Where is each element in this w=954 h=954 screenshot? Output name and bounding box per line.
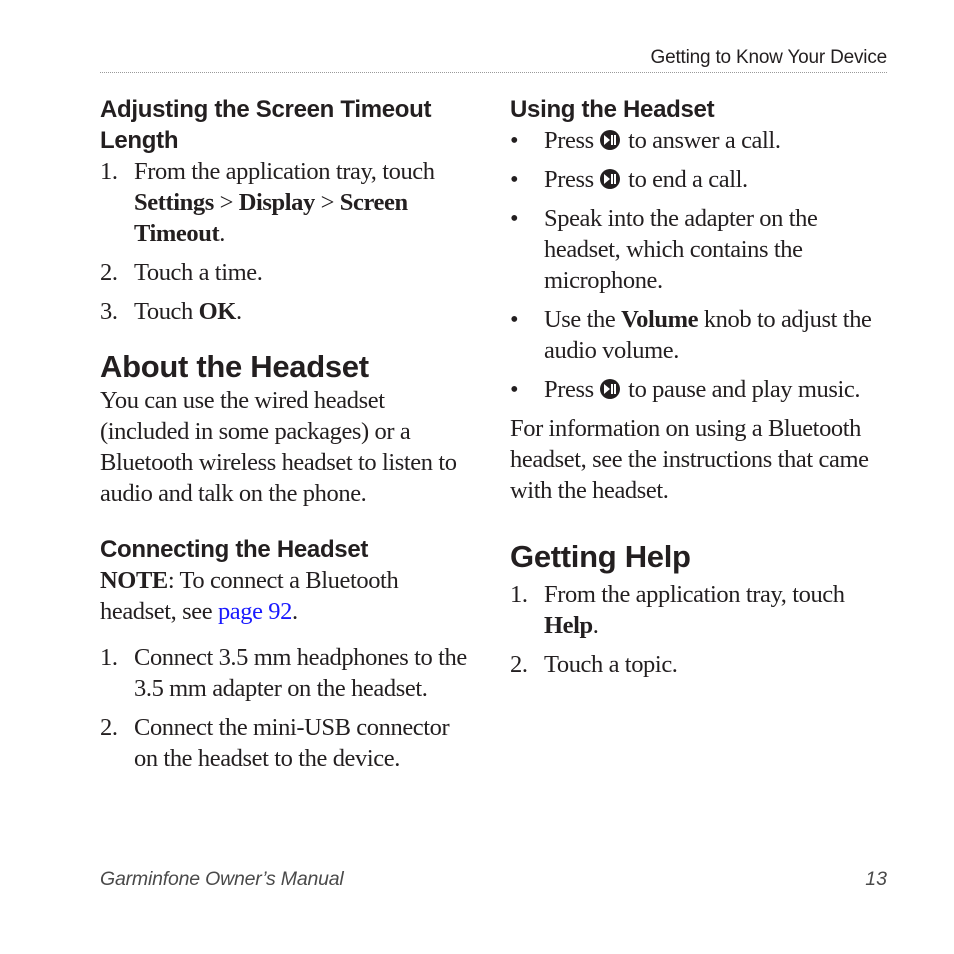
adjust-timeout-heading: Adjusting the Screen Timeout Length xyxy=(100,96,432,154)
getting-help-heading: Getting Help xyxy=(510,539,691,574)
page-number: 13 xyxy=(865,868,887,890)
list-item: • Press to pause and play music. xyxy=(510,376,861,403)
using-headset-heading: Using the Headset xyxy=(510,96,715,123)
note-label: NOTE xyxy=(100,567,168,594)
list-item: 2. Touch a time. xyxy=(100,259,263,286)
list-item: 2. Touch a topic. xyxy=(510,651,678,678)
connecting-headset-heading: Connecting the Headset xyxy=(100,536,369,563)
page-92-link[interactable]: page 92 xyxy=(217,598,293,625)
bluetooth-info: For information on using a Bluetooth headset, see the instructions that came with the headset. xyxy=(510,415,869,504)
list-item: • Press to end a call. xyxy=(510,166,748,193)
list-item: • Use the Volume knob to adjust the audio volume. xyxy=(510,306,872,364)
play-pause-icon xyxy=(600,169,620,189)
play-pause-icon xyxy=(600,379,620,399)
about-headset-heading: About the Headset xyxy=(100,349,369,384)
list-item: 1. From the application tray, touch Settings > Display > Screen Timeout. xyxy=(100,158,435,247)
list-item: • Speak into the adapter on the headset, which contains the microphone. xyxy=(510,205,818,294)
using-headset-bullets xyxy=(510,125,887,405)
right-column xyxy=(510,94,887,680)
note-paragraph: NOTE: To connect a Bluetooth headset, see page 92. xyxy=(100,567,399,625)
list-item: 1. From the application tray, touch Help. xyxy=(510,581,845,639)
list-item: 2. Connect the mini-USB connector on the headset to the device. xyxy=(100,714,450,772)
about-headset-body: You can use the wired headset (included in some packages) or a Bluetooth wireless headset to listen to audio and talk on the phone. xyxy=(100,387,457,507)
running-head: Getting to Know Your Device xyxy=(650,47,887,68)
list-item: 1. Connect 3.5 mm headphones to the 3.5 mm adapter on the headset. xyxy=(100,644,467,702)
header-rule xyxy=(100,72,887,73)
adjust-timeout-steps xyxy=(100,156,472,327)
list-item: • Press to answer a call. xyxy=(510,127,781,154)
play-pause-icon xyxy=(600,130,620,150)
footer-manual-title: Garminfone Owner’s Manual xyxy=(100,868,344,890)
list-item: 3. Touch OK. xyxy=(100,298,242,325)
connect-steps xyxy=(100,642,472,774)
help-steps xyxy=(510,579,887,680)
left-column xyxy=(100,94,472,774)
